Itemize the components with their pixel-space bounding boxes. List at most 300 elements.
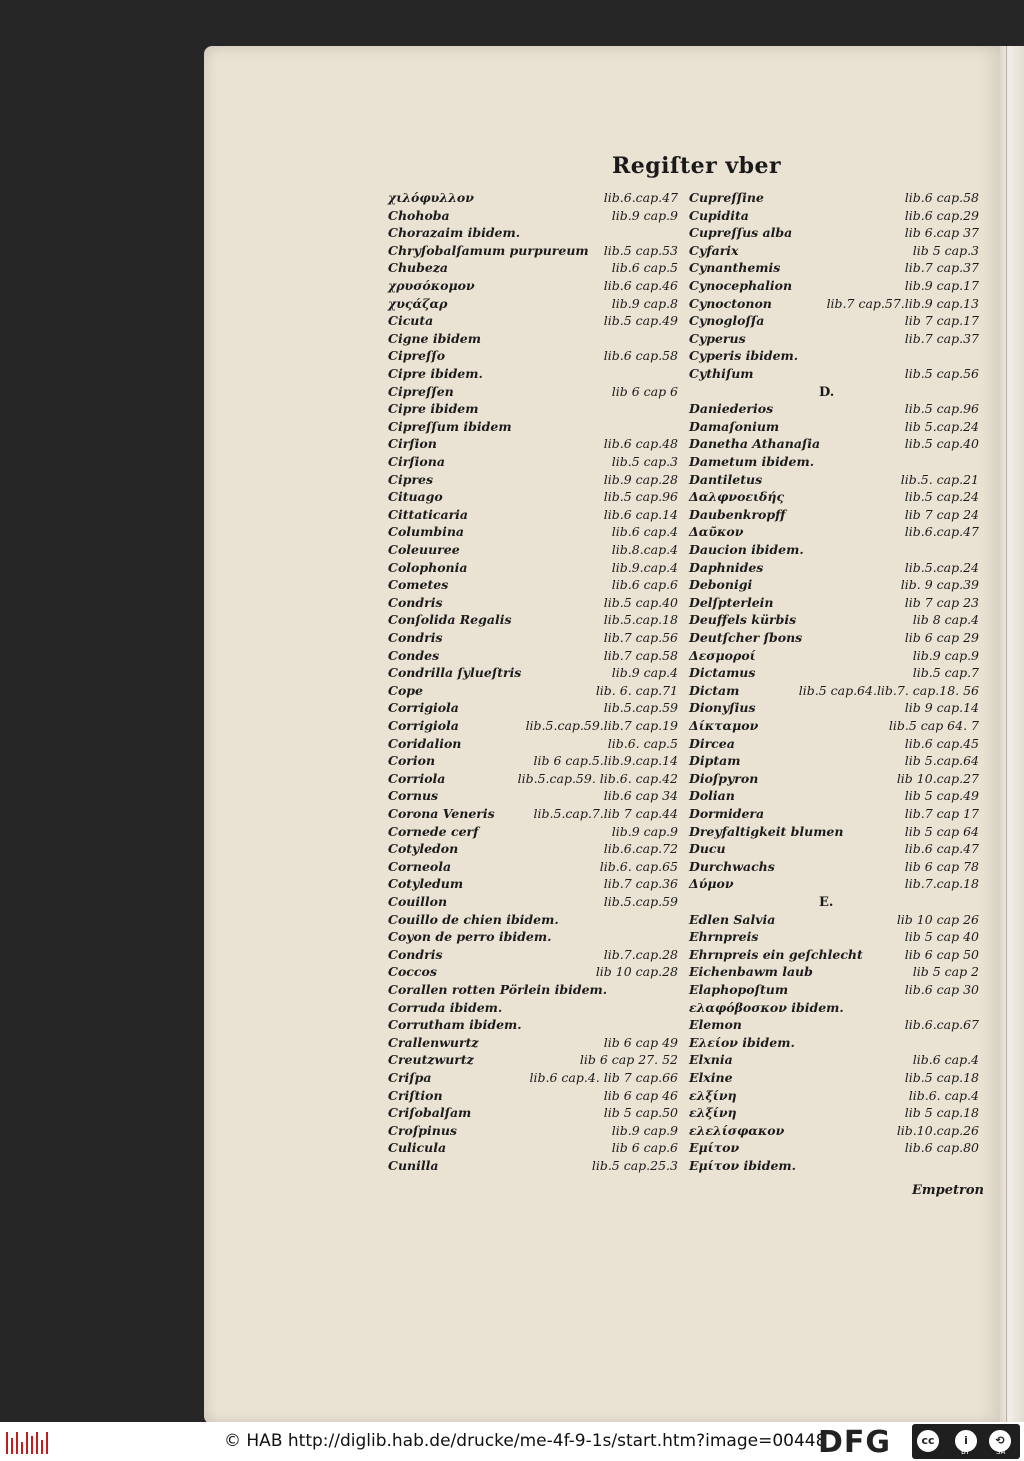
entry-term: ελαφόβοσκον ibidem. <box>689 999 844 1015</box>
index-entry <box>689 963 979 981</box>
entry-term: Columbina <box>388 524 465 540</box>
entry-term: Chorazaim ibidem. <box>388 225 521 241</box>
entry-reference: lib.5 cap.53 <box>603 242 678 258</box>
entry-reference: lib.5 cap.56 <box>904 366 979 381</box>
entry-reference: lib.9 cap.4 <box>611 665 678 681</box>
entry-term: Debonigi <box>689 577 753 593</box>
entry-reference: lib.6.cap.47 <box>603 190 678 205</box>
index-entry <box>388 506 678 524</box>
index-entry <box>388 717 678 735</box>
index-entry <box>388 770 678 788</box>
entry-term: Dantiletus <box>689 471 763 487</box>
index-entry <box>388 541 678 559</box>
entry-term: Cigne ibidem <box>388 330 481 346</box>
entry-term: Danetha Athanaſia <box>689 436 821 452</box>
index-entry <box>689 1069 979 1087</box>
entry-reference: lib.7 cap.37 <box>904 260 979 276</box>
entry-term: Culicula <box>388 1140 447 1156</box>
index-entry <box>689 1122 979 1140</box>
index-entry <box>388 189 678 207</box>
entry-reference: lib.9 cap.9 <box>611 207 678 223</box>
entry-term: Dormidera <box>689 806 765 821</box>
index-entry <box>388 1157 678 1175</box>
entry-reference: lib 5.cap.64 <box>904 753 979 769</box>
entry-reference: lib.5. cap.21 <box>900 471 979 487</box>
entry-term: Cupidita <box>689 207 749 223</box>
entry-reference: lib.5 cap.3 <box>611 454 678 469</box>
entry-term: Condris <box>388 630 443 645</box>
index-entry <box>388 418 678 436</box>
index-entry <box>388 805 678 823</box>
entry-reference: lib.6 cap.48 <box>603 436 678 452</box>
index-entry <box>689 699 979 717</box>
entry-term: Condris <box>388 594 443 610</box>
index-entry <box>388 664 678 682</box>
entry-term: Cipres <box>388 471 434 487</box>
entry-reference: lib.5 cap.49 <box>603 313 678 329</box>
index-entry <box>388 840 678 858</box>
entry-term: Deutſcher ſbons <box>689 630 803 645</box>
section-letter: D. <box>819 384 835 400</box>
index-entry <box>689 946 979 964</box>
catchword: Empetron <box>912 1183 985 1198</box>
entry-reference: lib 6 cap 6 <box>611 383 678 399</box>
entry-reference: lib.6. cap.5 <box>607 735 678 751</box>
index-entry <box>388 330 678 348</box>
left-index-column <box>388 189 678 1199</box>
entry-term: Delſpterlein <box>689 594 774 610</box>
entry-reference: lib.9 cap.9 <box>912 647 979 663</box>
index-entry <box>388 1104 678 1122</box>
index-entry <box>689 682 979 700</box>
entry-term: Criſtion <box>388 1087 443 1103</box>
entry-reference: lib.6 cap.6 <box>611 577 678 593</box>
index-entry <box>388 735 678 753</box>
index-entry <box>388 559 678 577</box>
entry-term: Cyperis ibidem. <box>689 348 799 364</box>
entry-reference: lib.5 cap.24 <box>904 489 979 505</box>
index-entry <box>689 752 979 770</box>
index-entry <box>689 664 979 682</box>
entry-term: Cynogloſſa <box>689 313 765 329</box>
entry-term: Coleuuree <box>388 542 460 557</box>
index-entry <box>689 858 979 876</box>
entry-term: Δύμον <box>689 876 734 892</box>
index-entry <box>689 1139 979 1157</box>
entry-term: Cyfarix <box>689 242 739 258</box>
index-entry <box>388 699 678 717</box>
entry-term: Elemon <box>689 1017 742 1033</box>
entry-term: Ehrnpreis ein geſchlecht <box>689 946 863 962</box>
index-entry <box>689 295 979 313</box>
entry-term: Cope <box>388 682 423 698</box>
index-entry <box>388 682 678 700</box>
entry-term: Chohoba <box>388 207 450 223</box>
entry-term: Cipre ibidem. <box>388 366 483 381</box>
index-entry <box>388 224 678 242</box>
entry-reference: lib.5 cap.96 <box>603 489 678 505</box>
entry-term: Elxnia <box>689 1052 733 1068</box>
entry-reference: lib.7 cap.56 <box>603 630 678 645</box>
index-entry <box>689 559 979 577</box>
entry-reference: lib 5 cap.3 <box>912 242 979 258</box>
index-entry <box>689 1051 979 1069</box>
index-entry <box>388 400 678 418</box>
entry-term: Cirſiona <box>388 454 445 469</box>
entry-reference: lib.6 cap.58 <box>904 190 979 205</box>
entry-term: Cipre ibidem <box>388 401 479 417</box>
cc-icon: cc <box>915 1428 941 1454</box>
index-entry <box>388 963 678 981</box>
entry-term: Daniederios <box>689 401 774 417</box>
index-entry <box>689 418 979 436</box>
index-entry <box>388 488 678 506</box>
entry-term: Cittaticaria <box>388 506 469 522</box>
index-entry <box>689 805 979 823</box>
entry-term: Coridalion <box>388 735 462 751</box>
entry-reference: lib 10 cap 26 <box>896 911 979 927</box>
index-entry <box>689 594 979 612</box>
entry-term: Ελείον ibidem. <box>689 1034 795 1050</box>
entry-term: Cipreſſo <box>388 348 446 364</box>
index-entry <box>689 735 979 753</box>
entry-term: Cipreſſum ibidem <box>388 418 512 434</box>
cc-license-badge[interactable] <box>912 1424 1020 1459</box>
entry-reference: lib 6 cap 50 <box>904 946 979 962</box>
entry-reference: lib.9 cap.8 <box>611 295 678 311</box>
entry-term: Colophonia <box>388 559 468 575</box>
entry-term: Corriola <box>388 770 446 786</box>
entry-term: Corallen rotten Pörlein ibidem. <box>388 982 608 997</box>
index-entry <box>388 893 678 911</box>
entry-reference: lib.7.cap.18 <box>904 876 979 892</box>
index-entry <box>388 576 678 594</box>
entry-term: Cynoctonon <box>689 295 772 311</box>
entry-reference: lib.7 cap 17 <box>904 806 979 821</box>
entry-reference: lib.6 cap.4 <box>912 1052 979 1068</box>
index-entry <box>689 277 979 295</box>
entry-reference: lib.7 cap.36 <box>603 876 678 892</box>
entry-reference: lib.6 cap.46 <box>603 278 678 293</box>
entry-term: Cotyledum <box>388 876 464 892</box>
index-entry <box>689 400 979 418</box>
entry-term: Coyon de perro ibidem. <box>388 929 552 945</box>
entry-term: Dolian <box>689 788 735 804</box>
entry-term: Corneola <box>388 858 452 874</box>
by-icon: i <box>953 1428 979 1454</box>
entry-term: Δίκταμον <box>689 718 759 733</box>
index-entry <box>388 207 678 225</box>
index-entry <box>689 541 979 559</box>
entry-reference: lib.6 cap.4 <box>611 524 678 540</box>
entry-reference: lib.9 cap.9 <box>611 1122 678 1138</box>
entry-term: Chubeza <box>388 260 449 276</box>
entry-term: Condrilla ſylueſtris <box>388 665 522 681</box>
entry-term: Corrigiola <box>388 718 459 733</box>
index-entry <box>689 629 979 647</box>
index-entry <box>689 787 979 805</box>
entry-term: Cyperus <box>689 330 746 346</box>
index-entry <box>689 611 979 629</box>
entry-reference: lib.7 cap.57.lib.9 cap.13 <box>826 295 979 311</box>
entry-term: Daubenkropff <box>689 506 786 522</box>
entry-reference: lib.8.cap.4 <box>611 542 678 557</box>
entry-term: Corion <box>388 753 436 769</box>
entry-term: Durchwachs <box>689 858 775 874</box>
entry-term: χρυσόκομον <box>388 278 475 293</box>
entry-reference: lib.7 cap.37 <box>904 330 979 346</box>
index-entry <box>388 1122 678 1140</box>
index-entry <box>388 928 678 946</box>
entry-term: Cornus <box>388 788 439 804</box>
entry-reference: lib 6 cap 27. 52 <box>579 1052 678 1068</box>
entry-reference: lib.6 cap.58 <box>603 348 678 364</box>
index-entry <box>689 981 979 999</box>
index-entry <box>689 207 979 225</box>
index-entry <box>388 242 678 260</box>
index-entry <box>388 981 678 999</box>
entry-term: Cynocephalion <box>689 278 793 293</box>
entry-reference: lib 8 cap.4 <box>912 612 979 628</box>
library-logo-icon <box>6 1432 48 1454</box>
entry-reference: lib.5.cap.18 <box>603 612 678 628</box>
entry-term: Dictam <box>689 682 740 698</box>
entry-term: Ducu <box>689 841 726 857</box>
entry-term: Coccos <box>388 964 437 980</box>
entry-term: Cometes <box>388 577 449 593</box>
index-entry <box>689 347 979 365</box>
entry-reference: lib.5.cap.59. lib.6. cap.42 <box>517 770 678 786</box>
entry-reference: lib.9.cap.4 <box>611 559 678 575</box>
index-entry <box>388 1051 678 1069</box>
entry-term: Dircea <box>689 735 735 751</box>
index-entry <box>689 823 979 841</box>
entry-reference: lib.9 cap.17 <box>904 278 979 293</box>
index-entry <box>689 523 979 541</box>
entry-term: Δαλφνοειδής <box>689 489 785 505</box>
entry-reference: lib 5 cap.50 <box>603 1105 678 1121</box>
entry-term: Cicuta <box>388 313 434 329</box>
entry-reference: lib 6 cap 29 <box>904 630 979 645</box>
index-entry <box>388 946 678 964</box>
entry-reference: lib.10.cap.26 <box>896 1122 979 1138</box>
index-entry <box>689 1087 979 1105</box>
entry-term: Conſolida Regalis <box>388 612 512 628</box>
right-index-column <box>689 189 979 1199</box>
page-edge <box>1000 46 1024 1424</box>
entry-reference: lib 7 cap 24 <box>904 506 979 522</box>
entry-term: Daphnides <box>689 559 764 575</box>
entry-reference: lib 7 cap 23 <box>904 594 979 610</box>
entry-term: Cythiſum <box>689 366 754 381</box>
by-label: BY <box>961 1448 970 1456</box>
entry-reference: lib.5.cap.59 <box>603 894 678 909</box>
entry-reference: lib.5.cap.59 <box>603 700 678 716</box>
index-entry <box>689 488 979 506</box>
index-entry <box>388 1069 678 1087</box>
entry-term: Dreyfaltigkeit blumen <box>689 823 844 839</box>
entry-term: Dametum ibidem. <box>689 454 815 469</box>
index-entry <box>689 435 979 453</box>
entry-term: Criſobalſam <box>388 1105 472 1121</box>
index-entry <box>689 999 979 1017</box>
index-entry <box>388 999 678 1017</box>
entry-reference: lib.6 cap.45 <box>904 735 979 751</box>
entry-reference: lib.5 cap.18 <box>904 1070 979 1085</box>
entry-reference: lib 9 cap.14 <box>904 700 979 716</box>
entry-reference: lib.6. cap.65 <box>599 858 678 874</box>
entry-reference: lib.7 cap.58 <box>603 647 678 663</box>
dfg-logo: DFG <box>818 1425 892 1460</box>
index-entry <box>689 242 979 260</box>
index-entry <box>388 629 678 647</box>
entry-reference: lib.5 cap.40 <box>904 436 979 452</box>
entry-reference: lib.5 cap.7 <box>912 665 979 681</box>
index-entry <box>689 1157 979 1175</box>
entry-term: Corrutham ibidem. <box>388 1017 522 1033</box>
entry-term: Damaſonium <box>689 418 780 434</box>
index-entry <box>388 1087 678 1105</box>
entry-term: Couillo de chien ibidem. <box>388 911 559 927</box>
entry-term: Croſpinus <box>388 1122 457 1138</box>
index-entry <box>388 453 678 471</box>
index-entry <box>388 259 678 277</box>
entry-term: Δεσμοροί <box>689 647 756 663</box>
index-entry <box>388 1139 678 1157</box>
entry-term: Dionyſius <box>689 700 756 716</box>
entry-reference: lib.9 cap.28 <box>603 471 678 487</box>
index-entry <box>689 840 979 858</box>
entry-term: Cupreſſine <box>689 190 764 205</box>
entry-reference: lib 6 cap 49 <box>603 1034 678 1050</box>
entry-term: χιλόφυλλον <box>388 190 474 205</box>
entry-reference: lib.5 cap.40 <box>603 594 678 610</box>
index-entry <box>689 647 979 665</box>
entry-reference: lib. 6. cap.71 <box>595 682 678 698</box>
entry-reference: lib.6 cap.47 <box>904 841 979 857</box>
index-entry <box>689 189 979 207</box>
entry-term: ελξίνη <box>689 1105 737 1121</box>
entry-term: Edlen Salvia <box>689 911 776 927</box>
entry-reference: lib.5.cap.7.lib 7 cap.44 <box>533 806 678 821</box>
entry-term: ελελίσφακον <box>689 1122 785 1138</box>
entry-term: Elaphopoſtum <box>689 982 789 997</box>
entry-reference: lib.5 cap.25.3 <box>591 1158 678 1173</box>
entry-term: Crallenwurtz <box>388 1034 479 1050</box>
index-entry <box>689 1016 979 1034</box>
sa-label: SA <box>996 1448 1006 1456</box>
index-entry <box>388 647 678 665</box>
index-entry <box>388 858 678 876</box>
entry-reference: lib.6.cap.72 <box>603 841 678 857</box>
entry-reference: lib 6 cap.5.lib.9.cap.14 <box>533 753 678 769</box>
index-entry <box>689 365 979 383</box>
entry-reference: lib 5 cap 40 <box>904 929 979 945</box>
entry-reference: lib.6 cap.4. lib 7 cap.66 <box>529 1070 678 1085</box>
entry-term: Corrigiola <box>388 700 459 716</box>
index-entry <box>388 295 678 313</box>
entry-term: Εμίτον <box>689 1140 740 1156</box>
entry-reference: lib.5 cap.96 <box>904 401 979 417</box>
entry-term: Cipreſſen <box>388 383 454 399</box>
section-letter: E. <box>819 895 834 910</box>
index-entry <box>388 752 678 770</box>
entry-term: Daucion ibidem. <box>689 542 804 557</box>
entry-term: Criſpa <box>388 1070 432 1085</box>
entry-reference: lib 5 cap.18 <box>904 1105 979 1121</box>
index-entry <box>689 717 979 735</box>
entry-term: Dictamus <box>689 665 756 681</box>
entry-reference: lib 5 cap 2 <box>912 964 979 980</box>
entry-term: Corruda ibidem. <box>388 999 503 1015</box>
footer-bar <box>0 1422 1024 1461</box>
entry-term: Creutzwurtz <box>388 1052 474 1068</box>
entry-term: Condris <box>388 946 443 962</box>
entry-reference: lib.5 cap 64. 7 <box>888 718 979 733</box>
entry-term: Dioſpyron <box>689 770 759 786</box>
index-entry <box>388 1016 678 1034</box>
index-entry <box>388 1034 678 1052</box>
index-entry <box>388 523 678 541</box>
index-entry <box>388 365 678 383</box>
page-header: Regiſter vber <box>612 153 782 179</box>
index-entry <box>689 224 979 242</box>
index-entry <box>689 453 979 471</box>
entry-term: Eichenbawm laub <box>689 964 813 980</box>
entry-term: Cynanthemis <box>689 260 781 276</box>
index-entry <box>388 787 678 805</box>
entry-reference: lib 5 cap 64 <box>904 823 979 839</box>
sa-icon: ⟲ <box>987 1428 1013 1454</box>
entry-term: Cirſion <box>388 436 437 452</box>
entry-reference: lib.5.cap.24 <box>904 559 979 575</box>
entry-reference: lib.6 cap.14 <box>603 506 678 522</box>
entry-reference: lib.6 cap 30 <box>904 982 979 997</box>
entry-term: Δαῦκον <box>689 524 744 540</box>
entry-reference: lib.9 cap.9 <box>611 823 678 839</box>
entry-reference: lib.6.cap.67 <box>904 1017 979 1033</box>
index-entry <box>388 471 678 489</box>
index-entry <box>689 576 979 594</box>
entry-term: Corona Veneris <box>388 806 495 821</box>
index-entry <box>388 823 678 841</box>
entry-reference: lib.6 cap 34 <box>603 788 678 804</box>
entry-term: Ehrnpreis <box>689 929 759 945</box>
entry-term: Εμίτον ibidem. <box>689 1158 797 1173</box>
entry-term: Cituago <box>388 489 443 505</box>
entry-reference: lib. 9 cap.39 <box>900 577 979 593</box>
index-entry <box>388 611 678 629</box>
entry-term: Cunilla <box>388 1158 439 1173</box>
entry-reference: lib 10.cap.27 <box>896 770 979 786</box>
index-entry <box>689 770 979 788</box>
entry-term: Deuffels kürbis <box>689 612 797 628</box>
index-entry <box>388 435 678 453</box>
entry-reference: lib.6. cap.4 <box>908 1087 979 1103</box>
entry-reference: lib.5 cap.64.lib.7. cap.18. 56 <box>798 682 979 698</box>
index-entry <box>689 875 979 893</box>
entry-reference: lib 5 cap.49 <box>904 788 979 804</box>
index-entry <box>689 471 979 489</box>
index-entry <box>388 277 678 295</box>
index-entry <box>689 506 979 524</box>
copyright-link[interactable]: © HAB http://diglib.hab.de/drucke/me-4f-9-1s/start.htm?image=00448 <box>224 1431 827 1451</box>
entry-reference: lib 6 cap 78 <box>904 858 979 874</box>
index-entry <box>388 312 678 330</box>
entry-reference: lib.6 cap.5 <box>611 260 678 276</box>
index-entry <box>388 594 678 612</box>
entry-reference: lib 6.cap 37 <box>904 225 979 241</box>
